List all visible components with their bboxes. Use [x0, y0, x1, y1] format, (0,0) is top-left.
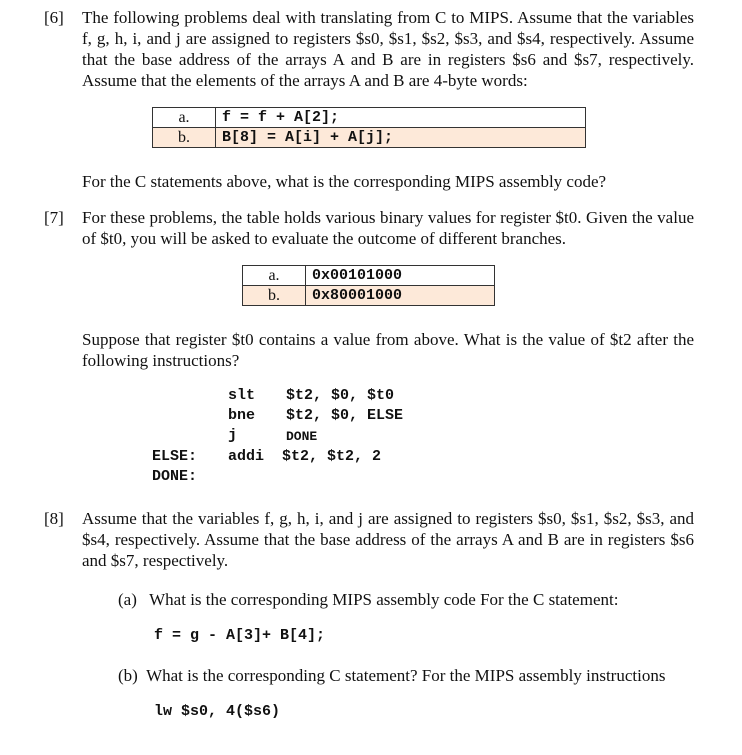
problem-7-number: [7]: [44, 208, 64, 227]
problem-6-table: [152, 107, 586, 148]
problem-8a-label: (a): [118, 590, 137, 609]
problem-6-text: The following problems deal with translating from C to MIPS. Assume that the variables f, g, h, i, and j are assigned to registers $s0, $s1, $s2, $s3, and $s4, respectively. Assume that the base address of the arrays A and B are in registers $s6 and $s7, respectively. Assume that the elements of the arrays A and B are 4-byte words:: [82, 8, 694, 90]
problem-8-number: [8]: [44, 509, 64, 528]
row-label: b.: [153, 128, 216, 148]
problem-6: [44, 7, 694, 91]
problem-8a: [118, 589, 698, 610]
asm-op: j: [228, 427, 238, 444]
problem-7-question: Suppose that register $t0 contains a value from above. What is the value of $t2 after the following instructions?: [82, 330, 694, 370]
problem-8: [44, 508, 694, 571]
row-code: 0x00101000: [306, 266, 495, 286]
row-code: 0x80001000: [306, 286, 495, 306]
asm-label: DONE:: [152, 468, 198, 485]
row-label: a.: [153, 108, 216, 128]
asm-op: addi: [228, 448, 265, 465]
row-label: b.: [243, 286, 306, 306]
problem-8b-label: (b): [118, 666, 138, 685]
asm-args: DONE: [286, 429, 318, 444]
problem-8-text: Assume that the variables f, g, h, i, and j are assigned to registers $s0, $s1, $s2, $s3, and $s4, respectively. Assume that the base address of the arrays A and B are in registers $s6 and $s7, respectively.: [82, 509, 694, 570]
row-code: B[8] = A[i] + A[j];: [216, 128, 586, 148]
problem-6-number: [6]: [44, 8, 64, 27]
row-label: a.: [243, 266, 306, 286]
problem-8a-code: f = g - A[3]+ B[4];: [154, 627, 326, 644]
table-row: [243, 286, 495, 306]
problem-7: [44, 207, 694, 249]
table-row: [153, 128, 586, 148]
problem-7-text: For these problems, the table holds various binary values for register $t0. Given the value of $t0, you will be asked to evaluate the outcome of different branches.: [82, 208, 694, 248]
asm-args: $t2, $0, ELSE: [286, 407, 404, 424]
row-code: f = f + A[2];: [216, 108, 586, 128]
problem-8b: [118, 665, 698, 686]
table-row: [153, 108, 586, 128]
problem-8b-text: What is the corresponding C statement? For the MIPS assembly instructions: [146, 666, 666, 685]
asm-args: $t2, $t2, 2: [282, 448, 382, 465]
asm-label: ELSE:: [152, 448, 198, 465]
problem-7-table: [242, 265, 495, 306]
problem-6-question: For the C statements above, what is the corresponding MIPS assembly code?: [82, 172, 607, 191]
problem-8a-text: What is the corresponding MIPS assembly code For the C statement:: [149, 590, 619, 609]
asm-args: $t2, $0, $t0: [286, 387, 395, 404]
table-row: [243, 266, 495, 286]
asm-op: slt: [228, 387, 256, 404]
asm-op: bne: [228, 407, 256, 424]
problem-8b-code: lw $s0, 4($s6): [154, 703, 281, 720]
